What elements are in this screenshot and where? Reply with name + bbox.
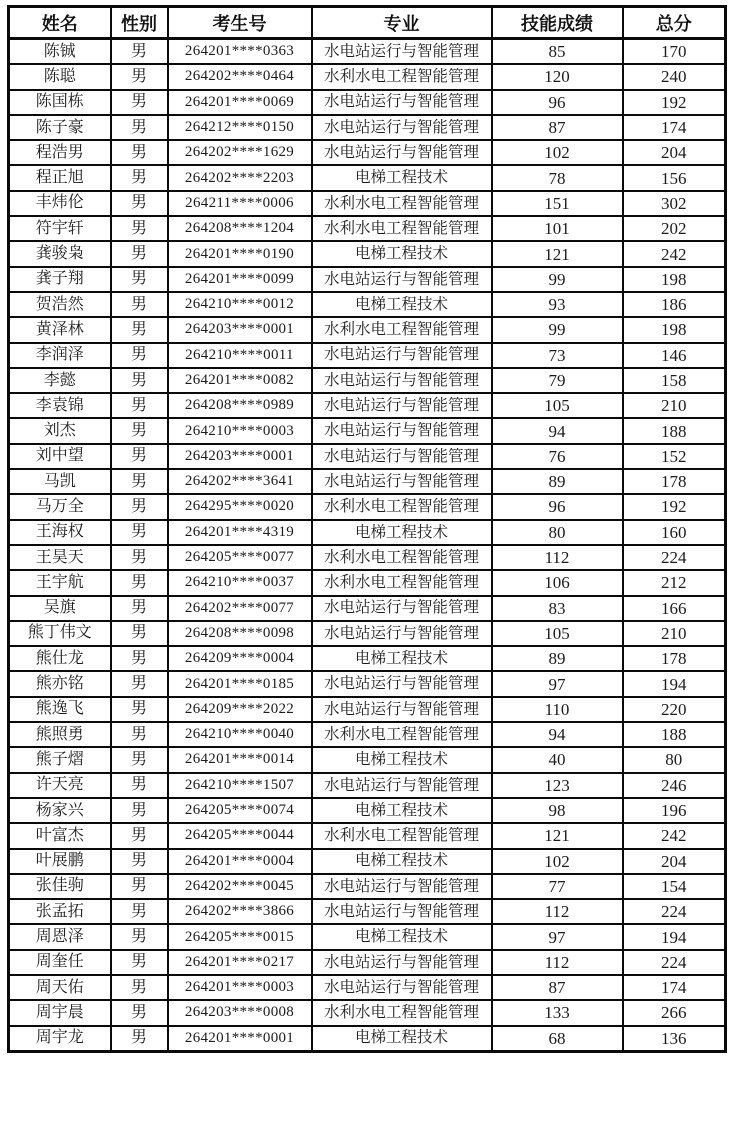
cell-total-score: 266 — [623, 1000, 726, 1025]
cell-gender: 男 — [111, 64, 168, 89]
cell-name: 龚子翔 — [9, 267, 111, 292]
column-header-candidate-no: 考生号 — [168, 7, 312, 39]
cell-total-score: 224 — [623, 545, 726, 570]
table-row — [9, 444, 726, 469]
cell-total-score: 198 — [623, 317, 726, 342]
table-row — [9, 722, 726, 747]
cell-total-score: 210 — [623, 621, 726, 646]
cell-name: 熊丁伟文 — [9, 621, 111, 646]
cell-total-score: 204 — [623, 849, 726, 874]
table-row — [9, 317, 726, 342]
table-row — [9, 292, 726, 317]
cell-candidate-no: 264205****0044 — [168, 823, 312, 848]
cell-total-score: 246 — [623, 773, 726, 798]
cell-name: 熊子熠 — [9, 747, 111, 772]
cell-total-score: 186 — [623, 292, 726, 317]
cell-gender: 男 — [111, 469, 168, 494]
cell-gender: 男 — [111, 722, 168, 747]
table-row — [9, 950, 726, 975]
cell-gender: 男 — [111, 798, 168, 823]
cell-gender: 男 — [111, 368, 168, 393]
cell-major: 水利水电工程智能管理 — [312, 216, 492, 241]
cell-gender: 男 — [111, 494, 168, 519]
table-body — [9, 39, 726, 1052]
cell-skill-score: 76 — [492, 444, 623, 469]
cell-skill-score: 99 — [492, 267, 623, 292]
table-row — [9, 596, 726, 621]
cell-skill-score: 99 — [492, 317, 623, 342]
cell-total-score: 196 — [623, 798, 726, 823]
cell-candidate-no: 264201****0069 — [168, 90, 312, 115]
cell-gender: 男 — [111, 545, 168, 570]
table-row — [9, 924, 726, 949]
cell-candidate-no: 264208****1204 — [168, 216, 312, 241]
table-row — [9, 64, 726, 89]
cell-gender: 男 — [111, 570, 168, 595]
cell-skill-score: 80 — [492, 520, 623, 545]
table-row — [9, 140, 726, 165]
cell-name: 张佳驹 — [9, 874, 111, 899]
cell-name: 叶富杰 — [9, 823, 111, 848]
cell-gender: 男 — [111, 520, 168, 545]
cell-candidate-no: 264210****1507 — [168, 773, 312, 798]
table-row — [9, 469, 726, 494]
table-row — [9, 823, 726, 848]
cell-gender: 男 — [111, 444, 168, 469]
cell-total-score: 220 — [623, 697, 726, 722]
cell-skill-score: 85 — [492, 39, 623, 65]
cell-total-score: 160 — [623, 520, 726, 545]
cell-total-score: 198 — [623, 267, 726, 292]
cell-name: 周天佑 — [9, 975, 111, 1000]
table-row — [9, 393, 726, 418]
table-row — [9, 697, 726, 722]
cell-candidate-no: 264210****0011 — [168, 343, 312, 368]
cell-major: 水利水电工程智能管理 — [312, 545, 492, 570]
cell-major: 水电站运行与智能管理 — [312, 90, 492, 115]
cell-total-score: 224 — [623, 950, 726, 975]
cell-name: 王宇航 — [9, 570, 111, 595]
table-row — [9, 241, 726, 266]
cell-major: 电梯工程技术 — [312, 747, 492, 772]
cell-skill-score: 123 — [492, 773, 623, 798]
cell-skill-score: 96 — [492, 494, 623, 519]
exam-results-table — [7, 5, 727, 1053]
cell-name: 程正旭 — [9, 165, 111, 190]
cell-skill-score: 89 — [492, 469, 623, 494]
cell-skill-score: 94 — [492, 418, 623, 443]
cell-candidate-no: 264205****0074 — [168, 798, 312, 823]
cell-skill-score: 151 — [492, 191, 623, 216]
cell-name: 吴旗 — [9, 596, 111, 621]
table-row — [9, 267, 726, 292]
cell-total-score: 194 — [623, 671, 726, 696]
cell-candidate-no: 264202****3641 — [168, 469, 312, 494]
column-header-gender: 性别 — [111, 7, 168, 39]
table-row — [9, 1000, 726, 1025]
cell-total-score: 166 — [623, 596, 726, 621]
cell-total-score: 188 — [623, 418, 726, 443]
cell-candidate-no: 264210****0040 — [168, 722, 312, 747]
cell-skill-score: 87 — [492, 975, 623, 1000]
cell-candidate-no: 264201****0014 — [168, 747, 312, 772]
cell-gender: 男 — [111, 849, 168, 874]
cell-candidate-no: 264209****0004 — [168, 646, 312, 671]
cell-gender: 男 — [111, 874, 168, 899]
cell-total-score: 136 — [623, 1026, 726, 1052]
cell-gender: 男 — [111, 823, 168, 848]
cell-skill-score: 121 — [492, 823, 623, 848]
cell-skill-score: 87 — [492, 115, 623, 140]
cell-major: 水电站运行与智能管理 — [312, 418, 492, 443]
cell-name: 熊逸飞 — [9, 697, 111, 722]
cell-major: 水电站运行与智能管理 — [312, 444, 492, 469]
table-header — [9, 7, 726, 39]
cell-name: 丰炜伦 — [9, 191, 111, 216]
cell-gender: 男 — [111, 1026, 168, 1052]
cell-major: 水电站运行与智能管理 — [312, 621, 492, 646]
cell-gender: 男 — [111, 1000, 168, 1025]
cell-gender: 男 — [111, 671, 168, 696]
cell-candidate-no: 264202****3866 — [168, 899, 312, 924]
cell-gender: 男 — [111, 899, 168, 924]
cell-major: 水电站运行与智能管理 — [312, 697, 492, 722]
cell-name: 李袁锦 — [9, 393, 111, 418]
cell-skill-score: 93 — [492, 292, 623, 317]
table-row — [9, 39, 726, 65]
cell-skill-score: 89 — [492, 646, 623, 671]
cell-name: 贺浩然 — [9, 292, 111, 317]
cell-total-score: 240 — [623, 64, 726, 89]
cell-total-score: 178 — [623, 646, 726, 671]
cell-total-score: 156 — [623, 165, 726, 190]
cell-major: 电梯工程技术 — [312, 1026, 492, 1052]
cell-gender: 男 — [111, 773, 168, 798]
cell-gender: 男 — [111, 140, 168, 165]
cell-skill-score: 98 — [492, 798, 623, 823]
cell-gender: 男 — [111, 241, 168, 266]
cell-candidate-no: 264201****0001 — [168, 1026, 312, 1052]
cell-total-score: 192 — [623, 90, 726, 115]
table-row — [9, 191, 726, 216]
cell-total-score: 210 — [623, 393, 726, 418]
cell-major: 水利水电工程智能管理 — [312, 1000, 492, 1025]
cell-skill-score: 40 — [492, 747, 623, 772]
cell-skill-score: 96 — [492, 90, 623, 115]
cell-gender: 男 — [111, 747, 168, 772]
cell-major: 电梯工程技术 — [312, 165, 492, 190]
table-row — [9, 747, 726, 772]
cell-total-score: 302 — [623, 191, 726, 216]
table-row — [9, 849, 726, 874]
cell-major: 水电站运行与智能管理 — [312, 469, 492, 494]
cell-major: 水电站运行与智能管理 — [312, 899, 492, 924]
cell-skill-score: 106 — [492, 570, 623, 595]
cell-candidate-no: 264202****2203 — [168, 165, 312, 190]
cell-name: 李润泽 — [9, 343, 111, 368]
cell-name: 周奎任 — [9, 950, 111, 975]
cell-candidate-no: 264201****0082 — [168, 368, 312, 393]
cell-gender: 男 — [111, 267, 168, 292]
cell-name: 陈子豪 — [9, 115, 111, 140]
cell-total-score: 158 — [623, 368, 726, 393]
table-row — [9, 165, 726, 190]
cell-total-score: 212 — [623, 570, 726, 595]
table-row — [9, 899, 726, 924]
cell-candidate-no: 264201****0190 — [168, 241, 312, 266]
column-header-name: 姓名 — [9, 7, 111, 39]
cell-total-score: 154 — [623, 874, 726, 899]
cell-skill-score: 105 — [492, 621, 623, 646]
cell-candidate-no: 264203****0008 — [168, 1000, 312, 1025]
cell-major: 水电站运行与智能管理 — [312, 950, 492, 975]
cell-skill-score: 110 — [492, 697, 623, 722]
cell-name: 龚骏枭 — [9, 241, 111, 266]
cell-major: 水电站运行与智能管理 — [312, 115, 492, 140]
cell-skill-score: 83 — [492, 596, 623, 621]
cell-total-score: 194 — [623, 924, 726, 949]
cell-total-score: 188 — [623, 722, 726, 747]
cell-name: 黄泽林 — [9, 317, 111, 342]
cell-gender: 男 — [111, 191, 168, 216]
cell-major: 水电站运行与智能管理 — [312, 368, 492, 393]
cell-candidate-no: 264202****0464 — [168, 64, 312, 89]
cell-name: 陈铖 — [9, 39, 111, 65]
cell-gender: 男 — [111, 39, 168, 65]
cell-skill-score: 120 — [492, 64, 623, 89]
table-row — [9, 90, 726, 115]
cell-total-score: 174 — [623, 115, 726, 140]
cell-skill-score: 97 — [492, 671, 623, 696]
column-header-total-score: 总分 — [623, 7, 726, 39]
cell-gender: 男 — [111, 924, 168, 949]
cell-skill-score: 102 — [492, 849, 623, 874]
table-row — [9, 570, 726, 595]
cell-major: 水电站运行与智能管理 — [312, 393, 492, 418]
table-row — [9, 975, 726, 1000]
cell-major: 水利水电工程智能管理 — [312, 317, 492, 342]
cell-skill-score: 102 — [492, 140, 623, 165]
cell-name: 程浩男 — [9, 140, 111, 165]
cell-candidate-no: 264202****1629 — [168, 140, 312, 165]
cell-name: 符宇轩 — [9, 216, 111, 241]
cell-skill-score: 77 — [492, 874, 623, 899]
cell-skill-score: 97 — [492, 924, 623, 949]
cell-name: 周恩泽 — [9, 924, 111, 949]
cell-name: 刘杰 — [9, 418, 111, 443]
header-row — [9, 7, 726, 39]
column-header-major: 专业 — [312, 7, 492, 39]
cell-major: 水电站运行与智能管理 — [312, 671, 492, 696]
cell-skill-score: 121 — [492, 241, 623, 266]
cell-skill-score: 133 — [492, 1000, 623, 1025]
cell-name: 熊仕龙 — [9, 646, 111, 671]
table-row — [9, 216, 726, 241]
cell-skill-score: 112 — [492, 899, 623, 924]
cell-skill-score: 73 — [492, 343, 623, 368]
cell-major: 水利水电工程智能管理 — [312, 191, 492, 216]
table-row — [9, 343, 726, 368]
cell-total-score: 170 — [623, 39, 726, 65]
cell-skill-score: 112 — [492, 545, 623, 570]
cell-candidate-no: 264203****0001 — [168, 444, 312, 469]
cell-name: 周宇晨 — [9, 1000, 111, 1025]
cell-skill-score: 78 — [492, 165, 623, 190]
cell-gender: 男 — [111, 950, 168, 975]
cell-candidate-no: 264210****0003 — [168, 418, 312, 443]
table-row — [9, 773, 726, 798]
cell-candidate-no: 264209****2022 — [168, 697, 312, 722]
cell-gender: 男 — [111, 216, 168, 241]
cell-candidate-no: 264205****0077 — [168, 545, 312, 570]
cell-major: 水电站运行与智能管理 — [312, 140, 492, 165]
cell-gender: 男 — [111, 115, 168, 140]
cell-candidate-no: 264295****0020 — [168, 494, 312, 519]
cell-name: 熊亦铭 — [9, 671, 111, 696]
cell-name: 刘中望 — [9, 444, 111, 469]
table-row — [9, 545, 726, 570]
cell-gender: 男 — [111, 596, 168, 621]
cell-major: 水电站运行与智能管理 — [312, 975, 492, 1000]
cell-skill-score: 101 — [492, 216, 623, 241]
cell-gender: 男 — [111, 292, 168, 317]
cell-major: 电梯工程技术 — [312, 520, 492, 545]
column-header-skill-score: 技能成绩 — [492, 7, 623, 39]
table-row — [9, 418, 726, 443]
cell-candidate-no: 264212****0150 — [168, 115, 312, 140]
cell-total-score: 146 — [623, 343, 726, 368]
cell-candidate-no: 264203****0001 — [168, 317, 312, 342]
cell-candidate-no: 264208****0989 — [168, 393, 312, 418]
cell-name: 王海权 — [9, 520, 111, 545]
cell-name: 叶展鹏 — [9, 849, 111, 874]
cell-total-score: 242 — [623, 241, 726, 266]
cell-gender: 男 — [111, 343, 168, 368]
cell-skill-score: 112 — [492, 950, 623, 975]
cell-candidate-no: 264211****0006 — [168, 191, 312, 216]
cell-major: 水电站运行与智能管理 — [312, 343, 492, 368]
cell-major: 水电站运行与智能管理 — [312, 596, 492, 621]
cell-total-score: 178 — [623, 469, 726, 494]
table-row — [9, 798, 726, 823]
cell-gender: 男 — [111, 90, 168, 115]
cell-gender: 男 — [111, 317, 168, 342]
cell-major: 水利水电工程智能管理 — [312, 64, 492, 89]
table-row — [9, 115, 726, 140]
cell-major: 电梯工程技术 — [312, 292, 492, 317]
cell-gender: 男 — [111, 646, 168, 671]
cell-name: 李懿 — [9, 368, 111, 393]
table-row — [9, 494, 726, 519]
cell-total-score: 224 — [623, 899, 726, 924]
cell-total-score: 204 — [623, 140, 726, 165]
cell-name: 马凯 — [9, 469, 111, 494]
cell-name: 许天亮 — [9, 773, 111, 798]
cell-total-score: 174 — [623, 975, 726, 1000]
cell-gender: 男 — [111, 975, 168, 1000]
cell-gender: 男 — [111, 393, 168, 418]
cell-skill-score: 68 — [492, 1026, 623, 1052]
cell-candidate-no: 264201****0003 — [168, 975, 312, 1000]
cell-major: 水电站运行与智能管理 — [312, 874, 492, 899]
table-row — [9, 874, 726, 899]
cell-name: 周宇龙 — [9, 1026, 111, 1052]
table-row — [9, 1026, 726, 1052]
cell-major: 电梯工程技术 — [312, 924, 492, 949]
cell-candidate-no: 264208****0098 — [168, 621, 312, 646]
cell-total-score: 242 — [623, 823, 726, 848]
cell-candidate-no: 264202****0077 — [168, 596, 312, 621]
cell-major: 水利水电工程智能管理 — [312, 722, 492, 747]
cell-major: 电梯工程技术 — [312, 798, 492, 823]
cell-candidate-no: 264201****4319 — [168, 520, 312, 545]
cell-name: 王昊天 — [9, 545, 111, 570]
cell-total-score: 202 — [623, 216, 726, 241]
cell-candidate-no: 264210****0012 — [168, 292, 312, 317]
table-row — [9, 621, 726, 646]
cell-major: 电梯工程技术 — [312, 646, 492, 671]
cell-major: 水电站运行与智能管理 — [312, 39, 492, 65]
cell-skill-score: 105 — [492, 393, 623, 418]
cell-skill-score: 79 — [492, 368, 623, 393]
cell-gender: 男 — [111, 621, 168, 646]
cell-major: 水电站运行与智能管理 — [312, 773, 492, 798]
cell-candidate-no: 264202****0045 — [168, 874, 312, 899]
cell-major: 电梯工程技术 — [312, 241, 492, 266]
cell-candidate-no: 264210****0037 — [168, 570, 312, 595]
cell-total-score: 152 — [623, 444, 726, 469]
table-row — [9, 646, 726, 671]
cell-name: 熊照勇 — [9, 722, 111, 747]
cell-name: 杨家兴 — [9, 798, 111, 823]
cell-gender: 男 — [111, 165, 168, 190]
table-row — [9, 520, 726, 545]
cell-name: 马万全 — [9, 494, 111, 519]
table-row — [9, 671, 726, 696]
cell-candidate-no: 264201****0217 — [168, 950, 312, 975]
cell-major: 水利水电工程智能管理 — [312, 570, 492, 595]
cell-gender: 男 — [111, 697, 168, 722]
cell-candidate-no: 264205****0015 — [168, 924, 312, 949]
cell-major: 水电站运行与智能管理 — [312, 267, 492, 292]
cell-gender: 男 — [111, 418, 168, 443]
cell-skill-score: 94 — [492, 722, 623, 747]
cell-name: 张孟拓 — [9, 899, 111, 924]
table-row — [9, 368, 726, 393]
cell-major: 水利水电工程智能管理 — [312, 823, 492, 848]
cell-name: 陈聪 — [9, 64, 111, 89]
cell-candidate-no: 264201****0099 — [168, 267, 312, 292]
cell-total-score: 192 — [623, 494, 726, 519]
cell-major: 水利水电工程智能管理 — [312, 494, 492, 519]
cell-name: 陈国栋 — [9, 90, 111, 115]
cell-candidate-no: 264201****0363 — [168, 39, 312, 65]
cell-major: 电梯工程技术 — [312, 849, 492, 874]
cell-candidate-no: 264201****0185 — [168, 671, 312, 696]
cell-candidate-no: 264201****0004 — [168, 849, 312, 874]
cell-total-score: 80 — [623, 747, 726, 772]
